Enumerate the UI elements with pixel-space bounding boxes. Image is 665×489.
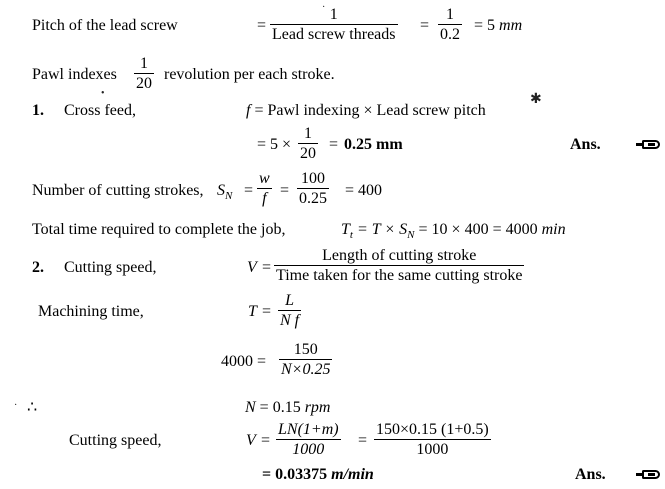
therefore-rhs: = 0.15 xyxy=(259,399,301,416)
strokes-result: = 400 xyxy=(345,182,383,199)
cutting-fraction-2-numerator: 150×0.15 (1+0.5) xyxy=(376,421,489,438)
step2-fraction xyxy=(274,247,524,284)
pawl-fraction-denominator: 20 xyxy=(136,75,152,92)
scan-speck-icon: · xyxy=(322,2,326,13)
pitch-fraction-numerator: 1 xyxy=(329,6,338,23)
step2-symbol: V xyxy=(247,259,257,276)
cutting-fraction xyxy=(276,421,341,458)
total-expression xyxy=(341,221,566,244)
step1-label: Cross feed, xyxy=(64,102,136,119)
pitch-equals: = xyxy=(257,17,267,34)
step2-number: 2. xyxy=(32,259,44,276)
therefore-expression xyxy=(245,399,330,417)
pitch-equals-2: = xyxy=(420,17,430,34)
step1-formula-text: = Pawl indexing × Lead screw pitch xyxy=(254,102,486,119)
pitch-fraction-2 xyxy=(438,6,462,43)
pawl-fraction xyxy=(134,55,154,92)
step1-fraction-denominator: 20 xyxy=(300,145,316,162)
therefore-unit: rpm xyxy=(304,399,331,416)
total-expr-a: = T × S xyxy=(356,221,408,238)
pawl-fraction-numerator: 1 xyxy=(140,55,148,72)
eq4000-fraction xyxy=(279,341,332,378)
strokes-symbol xyxy=(217,182,232,205)
eq4000-lhs: 4000 = xyxy=(221,353,267,370)
cutting-result xyxy=(262,466,374,484)
step1-number: 1. xyxy=(32,102,44,119)
step1-formula-f: f xyxy=(246,102,251,119)
pitch-result-unit: mm xyxy=(499,17,523,34)
cutting-equals-2: = xyxy=(358,432,368,449)
eq4000-fraction-denominator: N×0.25 xyxy=(281,361,331,378)
cutting-label: Cutting speed, xyxy=(69,432,162,449)
machining-symbol: T xyxy=(248,303,257,320)
strokes-symbol-s: S xyxy=(217,182,225,199)
step1-calc-b: = xyxy=(329,136,339,153)
pitch-result xyxy=(474,17,522,35)
strokes-fraction-2-denominator: 0.25 xyxy=(299,190,327,207)
machining-fraction-numerator: L xyxy=(285,292,295,309)
step2-fraction-numerator: Length of cutting stroke xyxy=(322,247,477,264)
pointing-hand-icon xyxy=(642,140,660,149)
scan-dot-icon: • xyxy=(101,88,105,99)
strokes-fraction-numerator: w xyxy=(259,170,270,187)
cutting-fraction-2-denominator: 1000 xyxy=(374,439,491,458)
machining-fraction xyxy=(278,292,301,329)
total-unit: min xyxy=(541,221,566,238)
step1-fraction-numerator: 1 xyxy=(304,125,312,142)
strokes-equals: = xyxy=(244,182,254,199)
step1-calc-a: = 5 × xyxy=(257,136,292,153)
therefore-symbol: ∴ xyxy=(27,399,38,416)
pointing-hand-icon-2 xyxy=(642,470,660,479)
pitch-fraction-2-numerator: 1 xyxy=(446,6,454,23)
step1-fraction xyxy=(298,125,318,162)
machining-fraction-denominator: N f xyxy=(280,312,300,329)
pawl-text-a: Pawl indexes xyxy=(32,66,117,83)
cutting-answer: Ans. xyxy=(575,466,606,483)
eq4000-fraction-numerator: 150 xyxy=(293,341,318,358)
strokes-symbol-sub: N xyxy=(225,190,233,203)
total-label: Total time required to complete the job, xyxy=(32,221,286,238)
step2-equals: = xyxy=(262,259,272,276)
cutting-fraction-2 xyxy=(374,421,491,458)
step2-fraction-denominator: Time taken for the same cutting stroke xyxy=(276,267,523,284)
cutting-result-unit: m/min xyxy=(331,466,374,483)
strokes-fraction-2-numerator: 100 xyxy=(301,170,325,187)
pitch-fraction xyxy=(270,6,398,43)
scan-dot-icon-2: · xyxy=(14,400,18,411)
pitch-fraction-denominator: Lead screw threads xyxy=(272,26,396,43)
scan-mark-icon: ✱ xyxy=(530,92,542,107)
machining-equals: = xyxy=(262,303,272,320)
cutting-result-value: = 0.03375 xyxy=(262,466,328,483)
total-expr-sub: N xyxy=(407,229,415,242)
total-symbol: T xyxy=(341,221,350,238)
cutting-equals: = xyxy=(261,432,271,449)
pitch-fraction-2-denominator: 0.2 xyxy=(440,26,460,43)
strokes-fraction-denominator: f xyxy=(257,188,272,207)
step1-result: 0.25 mm xyxy=(344,136,403,153)
machining-label: Machining time, xyxy=(38,303,144,320)
pitch-label: Pitch of the lead screw xyxy=(32,17,178,34)
therefore-lhs: N xyxy=(245,399,256,416)
cutting-fraction-numerator: LN(1+m) xyxy=(278,421,339,438)
pawl-text-b: revolution per each stroke. xyxy=(164,66,335,83)
step1-answer: Ans. xyxy=(570,136,601,153)
step1-formula xyxy=(246,102,486,120)
cutting-symbol: V xyxy=(246,432,256,449)
total-expr-b: = 10 × 400 = 4000 xyxy=(418,221,538,238)
pitch-result-value: = 5 xyxy=(474,17,496,34)
strokes-fraction xyxy=(257,170,272,207)
strokes-label: Number of cutting strokes, xyxy=(32,182,204,199)
step2-label: Cutting speed, xyxy=(64,259,157,276)
strokes-fraction-2 xyxy=(297,170,329,207)
cutting-fraction-denominator: 1000 xyxy=(276,439,341,458)
total-symbol-sub: t xyxy=(349,229,353,242)
strokes-equals-2: = xyxy=(280,182,290,199)
